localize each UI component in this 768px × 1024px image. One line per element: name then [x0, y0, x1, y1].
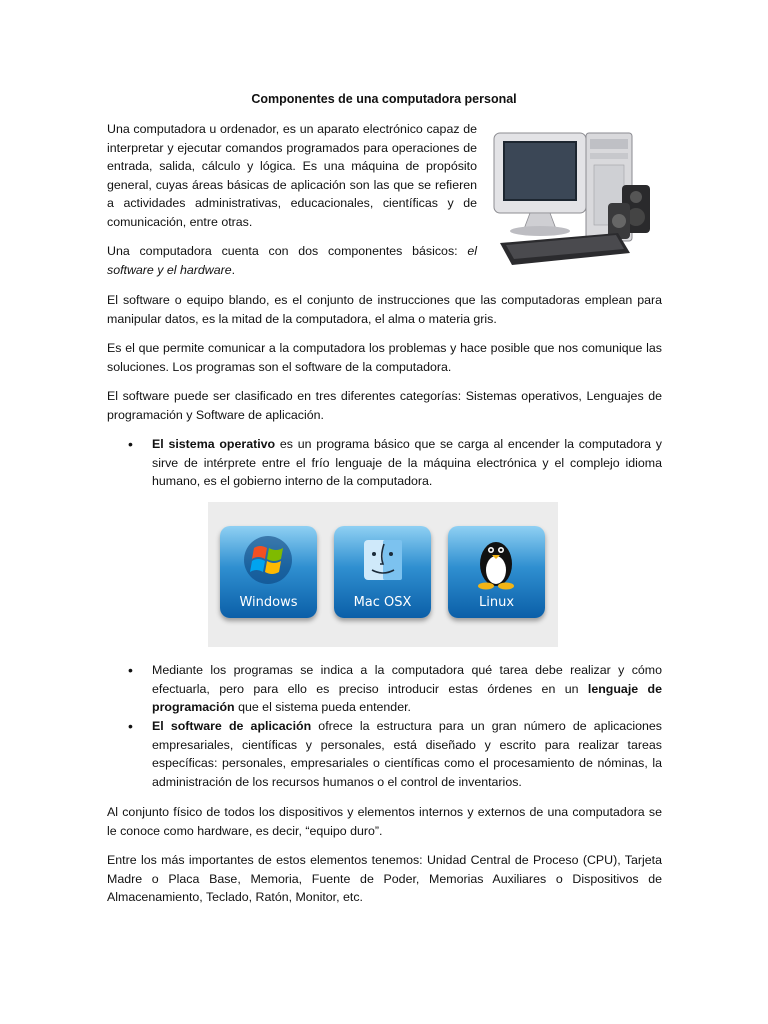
page-title: Componentes de una computadora personal — [251, 92, 517, 106]
bullet-app-text: ofrece la estructura para un gran número de aplicaciones empresariales, científicas y personales, está diseñado y escrito para realizar tareas específicas: personales, empresariales o científicas como el procesamiento de nóminas, la administración de los recursos humanos o el control de inventarios. — [152, 719, 662, 789]
hardware-elements-paragraph: Entre los más importantes de estos elementos tenemos: Unidad Central de Proceso (CPU), Tarjeta Madre o Placa Base, Memoria, Fuente de Poder, Memorias Auxiliares o Dispositivos de Almacenamiento, Teclado, Ratón, Monitor, etc. — [107, 853, 662, 904]
intro-components-italic: el software y el hardware — [107, 244, 477, 277]
bullet-programming-end: que el sistema pueda entender. — [234, 700, 411, 714]
intro-components-end: . — [231, 262, 236, 277]
bullet-programming — [152, 661, 662, 717]
mac-tile — [334, 526, 431, 618]
linux-tile — [448, 526, 545, 618]
bullet-os-text: es un programa básico que se carga al encender la computadora y sirve de intérprete entre el frío lenguaje de la máquina electrónica y el complejo idioma humano, es el gobierno interno de la computadora. — [152, 437, 662, 488]
bullet-dot-3: • — [128, 718, 133, 734]
os-logos-image — [208, 502, 558, 647]
software-purpose-paragraph: Es el que permite comunicar a la computadora los problemas y hace posible que nos comunique las soluciones. Los programas son el software de la computadora. — [107, 341, 662, 374]
intro-paragraph: Una computadora u ordenador, es un aparato electrónico capaz de interpretar y ejecutar comandos programados para operaciones de entrada, salida, cálculo y lógica. Es una máquina de propósito general, cuyas áreas básicas de aplicación son las que se refieren a actividades administrativas, educacionales, científicas y de comunicación, entre otras. — [107, 122, 477, 229]
bullet-os-bold: El sistema operativo — [152, 437, 276, 451]
bullet-dot-1: • — [128, 436, 133, 452]
bullet-app-bold: El software de aplicación — [152, 719, 312, 733]
windows-tile — [220, 526, 317, 618]
software-definition-paragraph: El software o equipo blando, es el conjunto de instrucciones que las computadoras emplean para manipular datos, es la mitad de la computadora, el alma o materia gris. — [107, 293, 662, 326]
personal-computer-image — [490, 125, 660, 273]
bullet-application-software — [152, 717, 662, 791]
intro-components-paragraph — [107, 242, 477, 279]
bullet-programming-bold: lenguaje de programación — [152, 681, 662, 714]
software-categories-paragraph: El software puede ser clasificado en tres diferentes categorías: Sistemas operativos, Lenguajes de programación y Software de aplicación. — [107, 389, 662, 422]
bullet-programming-text: Mediante los programas se indica a la computadora qué tarea debe realizar y cómo efectuarla, pero para ello es preciso introducir estas órdenes en un — [152, 663, 662, 696]
linux-label: Linux — [478, 595, 515, 610]
hardware-definition-paragraph: Al conjunto físico de todos los dispositivos y elementos internos y externos de una computadora se le conoce como hardware, es decir, “equipo duro”. — [107, 805, 662, 838]
bullet-operating-system — [152, 435, 662, 491]
bullet-dot-2: • — [128, 662, 133, 678]
mac-label: Mac OSX — [353, 595, 412, 610]
intro-components-text: Una computadora cuenta con dos componentes básicos: — [107, 244, 468, 258]
windows-label: Windows — [239, 595, 298, 610]
